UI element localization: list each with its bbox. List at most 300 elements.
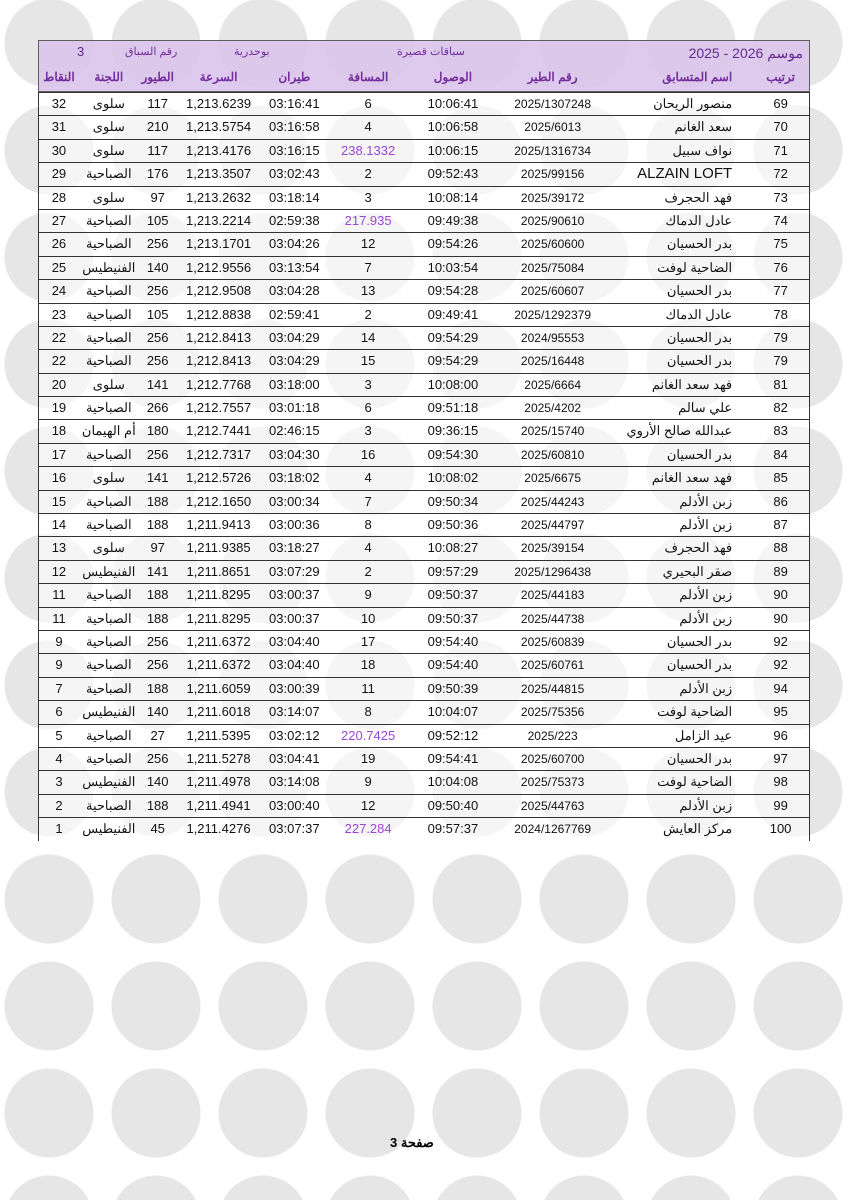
cell-distance: 19 bbox=[360, 750, 376, 766]
cell-name: فهد سعد الغانم bbox=[651, 376, 733, 392]
cell-flight: 03:04:28 bbox=[269, 283, 320, 299]
race-number-label: رقم السباق bbox=[125, 46, 178, 58]
cell-points: 30 bbox=[51, 142, 67, 158]
cell-name: الضاحية لوفت bbox=[657, 704, 733, 720]
cell-ring: 2025/1307248 bbox=[514, 97, 591, 111]
cell-speed: 1,212.8413 bbox=[185, 329, 252, 345]
cell-ring: 2025/44797 bbox=[520, 518, 585, 533]
cell-ring: 2025/1292379 bbox=[514, 307, 591, 322]
cell-committee: الصباحية bbox=[85, 446, 132, 462]
cell-flight: 03:07:29 bbox=[269, 563, 320, 579]
cell-speed: 1,212.5726 bbox=[185, 470, 252, 486]
table-row bbox=[38, 257, 810, 279]
cell-name: فهد سعد الغانم bbox=[651, 470, 733, 486]
cell-points: 5 bbox=[55, 727, 63, 743]
cell-ring: 2024/1267769 bbox=[514, 822, 591, 837]
cell-name: زبن الأدلم bbox=[679, 797, 733, 813]
cell-name: ALZAIN LOFT bbox=[637, 165, 733, 183]
cell-rank: 86 bbox=[773, 493, 788, 509]
cell-committee: الصباحية bbox=[85, 212, 132, 228]
cell-name: بدر الحسيان bbox=[666, 329, 733, 345]
cell-points: 19 bbox=[51, 400, 67, 416]
col-rank: ترتيب bbox=[766, 70, 795, 84]
cell-arrival: 09:50:34 bbox=[427, 493, 479, 509]
cell-arrival: 10:06:15 bbox=[427, 142, 479, 158]
cell-ring: 2025/60607 bbox=[520, 284, 585, 299]
cell-flight: 03:14:08 bbox=[269, 774, 320, 790]
cell-ring: 2025/15740 bbox=[520, 424, 585, 439]
cell-birds: 141 bbox=[146, 563, 169, 579]
cell-committee: الصباحية bbox=[85, 493, 132, 509]
cell-rank: 78 bbox=[773, 306, 788, 322]
cell-distance: 17 bbox=[360, 633, 376, 649]
cell-distance: 3 bbox=[364, 376, 372, 392]
cell-speed: 1,211.8651 bbox=[186, 563, 251, 579]
cell-ring: 2025/44243 bbox=[520, 494, 585, 509]
cell-birds: 176 bbox=[146, 166, 169, 182]
cell-arrival: 09:52:43 bbox=[427, 166, 479, 182]
cell-birds: 27 bbox=[150, 727, 165, 743]
cell-rank: 81 bbox=[773, 376, 788, 392]
cell-distance: 16 bbox=[360, 446, 376, 462]
cell-birds: 256 bbox=[146, 353, 169, 369]
cell-committee: الصباحية bbox=[85, 657, 132, 673]
cell-committee: الصباحية bbox=[85, 680, 132, 696]
cell-name: علي سالم bbox=[678, 400, 733, 416]
cell-committee: الصباحية bbox=[85, 517, 132, 533]
cell-distance: 3 bbox=[364, 189, 372, 205]
cell-rank: 92 bbox=[773, 633, 788, 649]
cell-flight: 03:04:29 bbox=[269, 329, 320, 345]
cell-points: 1 bbox=[55, 821, 63, 837]
cell-rank: 92 bbox=[773, 657, 788, 673]
cell-points: 11 bbox=[52, 610, 66, 626]
cell-arrival: 09:49:41 bbox=[427, 306, 479, 322]
cell-distance: 2 bbox=[364, 306, 372, 322]
cell-birds: 188 bbox=[146, 610, 169, 626]
cell-name: عادل الدماك bbox=[665, 212, 733, 228]
cell-name: منصور الريحان bbox=[653, 96, 733, 111]
cell-flight: 03:16:41 bbox=[269, 96, 320, 111]
cell-ring: 2025/99156 bbox=[520, 167, 585, 182]
cell-ring: 2025/44815 bbox=[520, 681, 585, 696]
cell-points: 15 bbox=[51, 493, 67, 509]
cell-flight: 03:00:40 bbox=[269, 797, 320, 813]
cell-speed: 1,212.8838 bbox=[185, 306, 252, 322]
cell-name: زبن الأدلم bbox=[679, 680, 733, 696]
cell-committee: الصباحية bbox=[85, 797, 132, 813]
cell-name: فهد الحجرف bbox=[664, 189, 733, 205]
cell-committee: الفنيطيس bbox=[82, 563, 136, 579]
cell-arrival: 09:51:18 bbox=[427, 400, 479, 416]
table-row bbox=[38, 350, 810, 372]
cell-flight: 03:02:12 bbox=[269, 727, 320, 743]
cell-ring: 2025/6013 bbox=[524, 120, 581, 135]
page-number: صفحة 3 bbox=[390, 1135, 434, 1150]
cell-rank: 98 bbox=[773, 774, 788, 790]
cell-speed: 1,211.6018 bbox=[186, 704, 251, 720]
cell-ring: 2025/75084 bbox=[520, 260, 585, 275]
cell-distance: 11 bbox=[361, 680, 375, 696]
race-category: سباقات قصيرة bbox=[397, 46, 465, 58]
table-row bbox=[38, 92, 810, 116]
cell-arrival: 09:50:37 bbox=[427, 610, 479, 626]
cell-name: بدر الحسيان bbox=[666, 633, 733, 649]
cell-birds: 188 bbox=[146, 797, 169, 813]
cell-speed: 1,213.6239 bbox=[185, 96, 252, 111]
cell-speed: 1,212.7317 bbox=[185, 446, 252, 462]
cell-arrival: 09:50:37 bbox=[427, 587, 479, 603]
cell-points: 24 bbox=[51, 283, 67, 299]
cell-speed: 1,211.8295 bbox=[186, 587, 251, 603]
cell-flight: 03:00:34 bbox=[269, 493, 320, 509]
cell-rank: 75 bbox=[773, 236, 788, 252]
cell-points: 7 bbox=[55, 680, 63, 696]
cell-arrival: 09:50:40 bbox=[427, 797, 479, 813]
cell-distance: 4 bbox=[364, 540, 372, 556]
cell-arrival: 10:04:08 bbox=[427, 774, 479, 790]
cell-distance: 227.284 bbox=[344, 821, 392, 837]
cell-rank: 77 bbox=[773, 283, 788, 299]
cell-speed: 1,211.5395 bbox=[186, 727, 251, 743]
table-row bbox=[38, 304, 810, 326]
cell-ring: 2025/1296438 bbox=[514, 564, 591, 579]
cell-name: بدر الحسيان bbox=[666, 353, 733, 369]
cell-ring: 2025/39172 bbox=[520, 190, 585, 205]
cell-speed: 1,212.9508 bbox=[185, 283, 252, 299]
col-arrival: الوصول bbox=[433, 70, 473, 84]
cell-points: 31 bbox=[51, 119, 67, 135]
cell-distance: 217.935 bbox=[344, 212, 392, 228]
col-ring: رقم الطير bbox=[527, 70, 578, 84]
cell-distance: 238.1332 bbox=[341, 142, 396, 158]
table-row bbox=[38, 725, 810, 747]
cell-distance: 7 bbox=[364, 493, 372, 509]
table-row bbox=[38, 326, 810, 350]
cell-committee: سلوى bbox=[92, 376, 125, 392]
cell-rank: 90 bbox=[773, 610, 788, 626]
table-row bbox=[38, 116, 810, 138]
cell-points: 22 bbox=[51, 329, 67, 345]
cell-rank: 73 bbox=[773, 189, 788, 205]
cell-birds: 256 bbox=[146, 657, 169, 673]
cell-birds: 105 bbox=[146, 306, 169, 322]
cell-distance: 4 bbox=[364, 119, 372, 135]
cell-speed: 1,213.4176 bbox=[185, 142, 252, 158]
cell-committee: الصباحية bbox=[85, 329, 132, 345]
table-row bbox=[38, 232, 810, 256]
cell-arrival: 10:08:14 bbox=[427, 189, 479, 205]
cell-name: بدر الحسيان bbox=[666, 750, 733, 766]
cell-ring: 2025/60839 bbox=[520, 634, 585, 649]
cell-name: عبدالله صالح الأروي bbox=[626, 423, 733, 439]
cell-speed: 1,213.5754 bbox=[185, 119, 252, 135]
cell-rank: 100 bbox=[769, 821, 792, 837]
cell-rank: 85 bbox=[773, 470, 788, 486]
cell-rank: 71 bbox=[773, 142, 788, 158]
cell-speed: 1,212.7768 bbox=[185, 376, 252, 392]
cell-flight: 03:14:07 bbox=[269, 704, 320, 720]
cell-name: سعد الغانم bbox=[674, 119, 733, 135]
cell-points: 12 bbox=[51, 563, 67, 579]
cell-rank: 94 bbox=[773, 680, 788, 696]
cell-distance: 6 bbox=[364, 400, 372, 416]
cell-flight: 03:18:00 bbox=[269, 376, 320, 392]
cell-speed: 1,211.4978 bbox=[186, 774, 251, 790]
cell-flight: 03:01:18 bbox=[269, 400, 320, 416]
cell-speed: 1,213.3507 bbox=[185, 166, 252, 182]
cell-ring: 2025/75373 bbox=[520, 775, 585, 790]
cell-distance: 2 bbox=[364, 563, 372, 579]
cell-rank: 82 bbox=[773, 400, 788, 416]
cell-speed: 1,211.6372 bbox=[186, 657, 251, 673]
cell-distance: 2 bbox=[364, 166, 372, 182]
cell-arrival: 09:50:36 bbox=[427, 517, 479, 533]
cell-ring: 2025/44763 bbox=[520, 798, 585, 813]
cell-ring: 2025/1316734 bbox=[514, 143, 591, 158]
cell-points: 20 bbox=[51, 376, 67, 392]
cell-committee: الصباحية bbox=[85, 353, 132, 369]
cell-arrival: 09:54:40 bbox=[427, 657, 479, 673]
cell-distance: 7 bbox=[364, 259, 372, 275]
table-row bbox=[38, 419, 810, 443]
cell-rank: 88 bbox=[773, 540, 788, 556]
cell-points: 23 bbox=[51, 306, 67, 322]
cell-committee: الفنيطيس bbox=[82, 704, 136, 720]
cell-points: 14 bbox=[51, 517, 67, 533]
cell-committee: سلوى bbox=[92, 540, 125, 556]
cell-ring: 2025/44738 bbox=[520, 611, 585, 626]
cell-rank: 83 bbox=[773, 423, 788, 439]
cell-ring: 2025/60761 bbox=[520, 658, 585, 673]
cell-committee: الصباحية bbox=[85, 400, 132, 416]
cell-birds: 256 bbox=[146, 446, 169, 462]
cell-name: بدر الحسيان bbox=[666, 236, 733, 252]
cell-committee: سلوى bbox=[92, 142, 125, 158]
cell-points: 27 bbox=[51, 212, 67, 228]
cell-birds: 117 bbox=[147, 96, 169, 111]
results-table bbox=[38, 40, 810, 841]
cell-rank: 97 bbox=[773, 750, 788, 766]
cell-committee: الصباحية bbox=[85, 236, 132, 252]
cell-distance: 8 bbox=[364, 517, 372, 533]
cell-points: 9 bbox=[55, 633, 63, 649]
cell-arrival: 10:08:02 bbox=[427, 470, 479, 486]
cell-name: نواف سبيل bbox=[672, 142, 733, 158]
table-row bbox=[38, 139, 810, 163]
cell-rank: 99 bbox=[773, 797, 788, 813]
cell-speed: 1,211.4276 bbox=[186, 821, 251, 837]
cell-ring: 2025/4202 bbox=[524, 401, 581, 416]
cell-birds: 180 bbox=[146, 423, 169, 439]
cell-name: زبن الأدلم bbox=[679, 493, 733, 509]
table-row bbox=[38, 163, 810, 185]
cell-rank: 74 bbox=[773, 212, 788, 228]
cell-speed: 1,212.7441 bbox=[185, 423, 252, 439]
cell-flight: 02:59:41 bbox=[269, 306, 320, 322]
cell-speed: 1,212.1650 bbox=[185, 493, 252, 509]
table-row bbox=[38, 653, 810, 677]
table-row bbox=[38, 700, 810, 724]
cell-rank: 76 bbox=[773, 259, 788, 275]
cell-distance: 15 bbox=[360, 353, 376, 369]
cell-birds: 188 bbox=[146, 517, 169, 533]
cell-committee: الفنيطيس bbox=[82, 774, 136, 790]
cell-ring: 2025/223 bbox=[527, 728, 578, 743]
cell-points: 6 bbox=[55, 704, 63, 720]
cell-arrival: 09:54:30 bbox=[427, 446, 479, 462]
cell-flight: 03:04:40 bbox=[269, 657, 320, 673]
cell-points: 29 bbox=[51, 166, 67, 182]
cell-committee: الفنيطيس bbox=[82, 259, 136, 275]
cell-birds: 266 bbox=[146, 400, 169, 416]
cell-flight: 03:04:30 bbox=[269, 446, 320, 462]
cell-rank: 70 bbox=[773, 119, 788, 135]
cell-speed: 1,213.2214 bbox=[185, 212, 252, 228]
cell-ring: 2025/60600 bbox=[520, 237, 585, 252]
cell-points: 11 bbox=[52, 587, 66, 603]
cell-birds: 210 bbox=[146, 119, 169, 135]
table-row bbox=[38, 397, 810, 419]
table-row bbox=[38, 491, 810, 513]
cell-arrival: 09:54:29 bbox=[427, 329, 479, 345]
cell-speed: 1,213.1701 bbox=[185, 236, 252, 252]
cell-committee: سلوى bbox=[92, 119, 125, 135]
cell-ring: 2025/39154 bbox=[520, 541, 585, 556]
cell-arrival: 10:03:54 bbox=[427, 259, 479, 275]
cell-speed: 1,212.8413 bbox=[185, 353, 252, 369]
cell-flight: 03:02:43 bbox=[269, 166, 320, 182]
cell-distance: 3 bbox=[364, 423, 372, 439]
table-row bbox=[38, 537, 810, 559]
cell-birds: 256 bbox=[146, 283, 169, 299]
cell-name: زبن الأدلم bbox=[679, 517, 733, 533]
cell-birds: 188 bbox=[146, 680, 169, 696]
cell-speed: 1,211.4941 bbox=[186, 797, 251, 813]
cell-birds: 188 bbox=[146, 587, 169, 603]
cell-arrival: 09:54:29 bbox=[427, 353, 479, 369]
cell-speed: 1,213.2632 bbox=[185, 189, 252, 205]
cell-flight: 03:04:41 bbox=[269, 750, 320, 766]
cell-speed: 1,211.9413 bbox=[186, 517, 251, 533]
cell-committee: الصباحية bbox=[85, 587, 132, 603]
table-row bbox=[38, 466, 810, 490]
cell-points: 28 bbox=[51, 189, 67, 205]
cell-flight: 03:00:39 bbox=[269, 680, 320, 696]
cell-birds: 140 bbox=[146, 704, 169, 720]
table-row bbox=[38, 607, 810, 631]
col-flight: طيران bbox=[278, 70, 311, 84]
cell-arrival: 09:50:39 bbox=[427, 680, 479, 696]
cell-committee: سلوى bbox=[92, 189, 125, 205]
table-row bbox=[38, 444, 810, 466]
cell-flight: 03:04:29 bbox=[269, 353, 320, 369]
cell-arrival: 10:08:27 bbox=[427, 540, 479, 556]
cell-arrival: 10:06:58 bbox=[427, 119, 479, 135]
table-row bbox=[38, 186, 810, 210]
cell-flight: 03:04:26 bbox=[269, 236, 320, 252]
cell-name: بدر الحسيان bbox=[666, 446, 733, 462]
cell-rank: 72 bbox=[773, 166, 788, 182]
cell-distance: 14 bbox=[360, 329, 376, 345]
cell-arrival: 10:04:07 bbox=[427, 704, 479, 720]
cell-rank: 89 bbox=[773, 563, 788, 579]
cell-birds: 256 bbox=[146, 750, 169, 766]
cell-speed: 1,212.9556 bbox=[185, 259, 252, 275]
cell-distance: 9 bbox=[364, 587, 372, 603]
cell-arrival: 09:57:29 bbox=[427, 563, 479, 579]
cell-rank: 87 bbox=[773, 517, 788, 533]
cell-arrival: 09:54:40 bbox=[427, 633, 479, 649]
table-row bbox=[38, 678, 810, 700]
cell-rank: 69 bbox=[773, 96, 788, 111]
cell-arrival: 09:54:28 bbox=[427, 283, 479, 299]
cell-ring: 2025/60810 bbox=[520, 447, 585, 462]
table-row bbox=[38, 373, 810, 397]
cell-speed: 1,211.5278 bbox=[186, 750, 251, 766]
table-row bbox=[38, 747, 810, 771]
cell-rank: 79 bbox=[773, 353, 788, 369]
col-name: اسم المتسابق bbox=[662, 70, 733, 84]
cell-birds: 256 bbox=[146, 633, 169, 649]
cell-distance: 9 bbox=[364, 774, 372, 790]
cell-flight: 03:00:37 bbox=[269, 610, 320, 626]
cell-committee: الصباحية bbox=[85, 750, 132, 766]
cell-rank: 79 bbox=[773, 329, 788, 345]
cell-flight: 02:46:15 bbox=[269, 423, 320, 439]
cell-rank: 96 bbox=[773, 727, 788, 743]
cell-committee: الصباحية bbox=[85, 283, 132, 299]
cell-distance: 6 bbox=[364, 96, 372, 111]
cell-ring: 2025/60700 bbox=[520, 751, 585, 766]
cell-flight: 03:18:27 bbox=[269, 540, 320, 556]
cell-name: فهد الحجرف bbox=[664, 540, 733, 556]
cell-birds: 97 bbox=[150, 189, 165, 205]
cell-arrival: 09:54:41 bbox=[427, 750, 479, 766]
cell-flight: 03:04:40 bbox=[269, 633, 320, 649]
cell-distance: 8 bbox=[364, 704, 372, 720]
cell-arrival: 09:54:26 bbox=[427, 236, 479, 252]
cell-name: بدر الحسيان bbox=[666, 283, 733, 299]
cell-points: 26 bbox=[51, 236, 67, 252]
cell-name: الضاحية لوفت bbox=[657, 259, 733, 275]
col-committee: اللجنة bbox=[94, 70, 124, 84]
cell-points: 9 bbox=[55, 657, 63, 673]
cell-committee: الصباحية bbox=[85, 633, 132, 649]
cell-flight: 03:00:37 bbox=[269, 587, 320, 603]
cell-birds: 256 bbox=[146, 236, 169, 252]
season-title: موسم 2026 - 2025 bbox=[688, 45, 803, 61]
cell-rank: 90 bbox=[773, 587, 788, 603]
cell-distance: 220.7425 bbox=[341, 727, 396, 743]
table-row bbox=[38, 818, 810, 840]
cell-birds: 141 bbox=[146, 376, 169, 392]
cell-arrival: 10:06:41 bbox=[427, 96, 479, 111]
cell-birds: 141 bbox=[146, 470, 169, 486]
cell-name: بدر الحسيان bbox=[666, 657, 733, 673]
cell-name: صقر البحيري bbox=[662, 563, 733, 579]
cell-speed: 1,211.6059 bbox=[186, 680, 251, 696]
cell-points: 4 bbox=[55, 750, 63, 766]
cell-name: عادل الدماك bbox=[665, 306, 733, 322]
cell-name: زبن الأدلم bbox=[679, 587, 733, 603]
race-number: 3 bbox=[77, 44, 85, 59]
cell-committee: الصباحية bbox=[85, 166, 132, 182]
cell-flight: 03:18:02 bbox=[269, 470, 320, 486]
cell-speed: 1,211.8295 bbox=[186, 610, 251, 626]
cell-speed: 1,212.7557 bbox=[185, 400, 252, 416]
cell-committee: سلوى bbox=[92, 96, 125, 111]
